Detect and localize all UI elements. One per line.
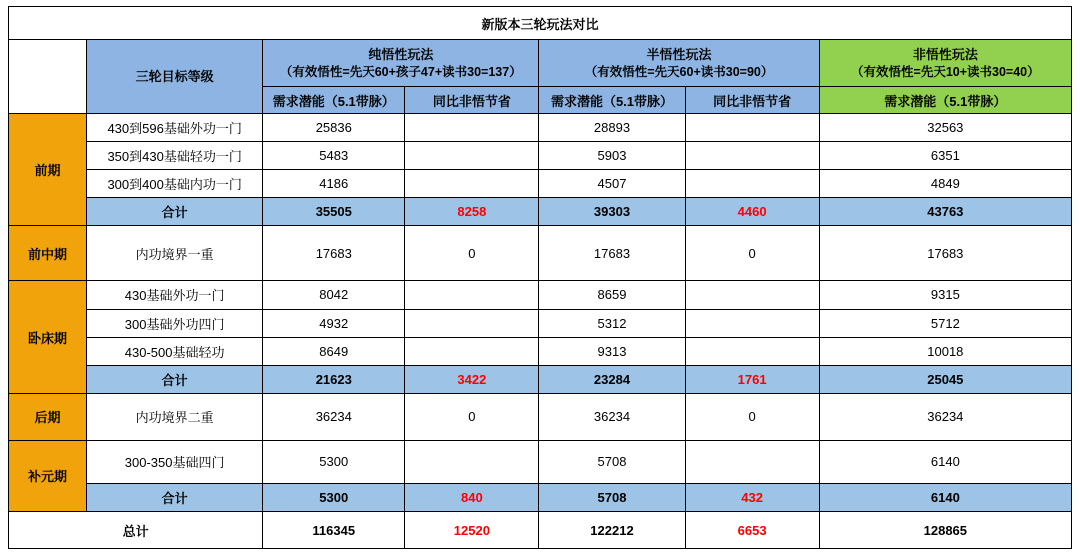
cell-half-demand: 36234	[539, 393, 685, 440]
column-group-half-name: 半悟性玩法	[646, 47, 712, 63]
row-label: 300基础外功四门	[87, 309, 263, 337]
corner-blank-cell	[9, 40, 87, 114]
subtotal-none-demand: 25045	[819, 365, 1071, 393]
cell-half-demand: 8659	[539, 281, 685, 309]
cell-none-demand: 9315	[819, 281, 1071, 309]
cell-half-demand: 4507	[539, 170, 685, 198]
cell-none-demand: 6140	[819, 440, 1071, 483]
table-row	[9, 440, 1072, 483]
row-label: 内功境界一重	[87, 226, 263, 281]
subtotal-half-save: 432	[685, 483, 819, 511]
cell-none-demand: 10018	[819, 337, 1071, 365]
stage-label-0: 前期	[9, 114, 87, 226]
subtotal-pure-demand: 35505	[263, 198, 405, 226]
cell-none-demand: 4849	[819, 170, 1071, 198]
cell-pure-save: 0	[405, 393, 539, 440]
cell-none-demand: 36234	[819, 393, 1071, 440]
subtotal-row	[9, 365, 1072, 393]
table-row	[9, 281, 1072, 309]
stage-label-3: 后期	[9, 393, 87, 440]
cell-none-demand: 6351	[819, 142, 1071, 170]
subtotal-half-demand: 5708	[539, 483, 685, 511]
stage-label-4: 补元期	[9, 440, 87, 511]
grand-total-pure-save: 12520	[405, 512, 539, 549]
row-label: 300到400基础内功一门	[87, 170, 263, 198]
cell-none-demand: 5712	[819, 309, 1071, 337]
grand-total-pure-demand: 116345	[263, 512, 405, 549]
grand-total-none-demand: 128865	[819, 512, 1071, 549]
cell-pure-demand: 17683	[263, 226, 405, 281]
cell-pure-demand: 25836	[263, 114, 405, 142]
cell-half-demand: 5312	[539, 309, 685, 337]
subtotal-label: 合计	[87, 483, 263, 511]
cell-pure-demand: 4932	[263, 309, 405, 337]
page-title: 新版本三轮玩法对比	[9, 7, 1072, 40]
cell-pure-save: 0	[405, 226, 539, 281]
table-row	[9, 170, 1072, 198]
subheader-none-demand: 需求潜能（5.1带脉）	[819, 87, 1071, 114]
cell-none-demand: 32563	[819, 114, 1071, 142]
subtotal-pure-demand: 21623	[263, 365, 405, 393]
subheader-half-demand: 需求潜能（5.1带脉）	[539, 87, 685, 114]
cell-half-save: 0	[685, 226, 819, 281]
grand-total-label: 总计	[9, 512, 263, 549]
cell-pure-demand: 4186	[263, 170, 405, 198]
subtotal-pure-demand: 5300	[263, 483, 405, 511]
row-label: 430到596基础外功一门	[87, 114, 263, 142]
cell-half-save: 0	[685, 393, 819, 440]
row-label: 内功境界二重	[87, 393, 263, 440]
column-group-none-name: 非悟性玩法	[912, 47, 978, 63]
stage-label-2: 卧床期	[9, 281, 87, 393]
table-row	[9, 226, 1072, 281]
subtotal-pure-save: 8258	[405, 198, 539, 226]
subtotal-half-demand: 23284	[539, 365, 685, 393]
grand-total-half-demand: 122212	[539, 512, 685, 549]
table-row	[9, 337, 1072, 365]
table-title-row	[9, 7, 1072, 40]
cell-half-save	[685, 337, 819, 365]
row-label: 430-500基础轻功	[87, 337, 263, 365]
subtotal-pure-save: 840	[405, 483, 539, 511]
cell-half-save	[685, 281, 819, 309]
cell-pure-save	[405, 170, 539, 198]
grand-total-row	[9, 512, 1072, 549]
cell-pure-demand: 8649	[263, 337, 405, 365]
cell-half-save	[685, 142, 819, 170]
column-group-none	[819, 40, 1071, 87]
subtotal-half-save: 1761	[685, 365, 819, 393]
cell-pure-save	[405, 281, 539, 309]
column-group-pure-detail: （有效悟性=先天60+孩子47+读书30=137）	[279, 64, 522, 79]
subheader-half-save: 同比非悟节省	[685, 87, 819, 114]
row-label: 430基础外功一门	[87, 281, 263, 309]
cell-pure-save	[405, 337, 539, 365]
cell-half-save	[685, 440, 819, 483]
cell-half-demand: 28893	[539, 114, 685, 142]
table-row	[9, 393, 1072, 440]
cell-none-demand: 17683	[819, 226, 1071, 281]
cell-half-save	[685, 309, 819, 337]
subtotal-row	[9, 483, 1072, 511]
row-label: 300-350基础四门	[87, 440, 263, 483]
cell-half-save	[685, 114, 819, 142]
table-row	[9, 309, 1072, 337]
column-group-half-detail: （有效悟性=先天60+读书30=90）	[584, 64, 774, 79]
subtotal-label: 合计	[87, 198, 263, 226]
cell-half-demand: 9313	[539, 337, 685, 365]
cell-pure-save	[405, 114, 539, 142]
subheader-pure-demand: 需求潜能（5.1带脉）	[263, 87, 405, 114]
column-group-half	[539, 40, 819, 87]
cell-half-demand: 5708	[539, 440, 685, 483]
cell-pure-demand: 5483	[263, 142, 405, 170]
cell-pure-save	[405, 142, 539, 170]
subheader-pure-save: 同比非悟节省	[405, 87, 539, 114]
column-group-pure-name: 纯悟性玩法	[368, 47, 434, 63]
row-label: 350到430基础轻功一门	[87, 142, 263, 170]
cell-half-save	[685, 170, 819, 198]
subtotal-row	[9, 198, 1072, 226]
table-row	[9, 114, 1072, 142]
subtotal-half-demand: 39303	[539, 198, 685, 226]
stage-label-1: 前中期	[9, 226, 87, 281]
comparison-table	[8, 6, 1072, 549]
subtotal-label: 合计	[87, 365, 263, 393]
table-row	[9, 142, 1072, 170]
cell-pure-save	[405, 309, 539, 337]
subtotal-none-demand: 6140	[819, 483, 1071, 511]
cell-pure-demand: 36234	[263, 393, 405, 440]
cell-half-demand: 5903	[539, 142, 685, 170]
subtotal-none-demand: 43763	[819, 198, 1071, 226]
cell-pure-demand: 8042	[263, 281, 405, 309]
target-level-header: 三轮目标等级	[87, 40, 263, 114]
cell-pure-demand: 5300	[263, 440, 405, 483]
header-row-main	[9, 40, 1072, 87]
column-group-pure	[263, 40, 539, 87]
cell-half-demand: 17683	[539, 226, 685, 281]
subtotal-pure-save: 3422	[405, 365, 539, 393]
grand-total-half-save: 6653	[685, 512, 819, 549]
column-group-none-detail: （有效悟性=先天10+读书30=40）	[851, 64, 1040, 79]
subtotal-half-save: 4460	[685, 198, 819, 226]
cell-pure-save	[405, 440, 539, 483]
